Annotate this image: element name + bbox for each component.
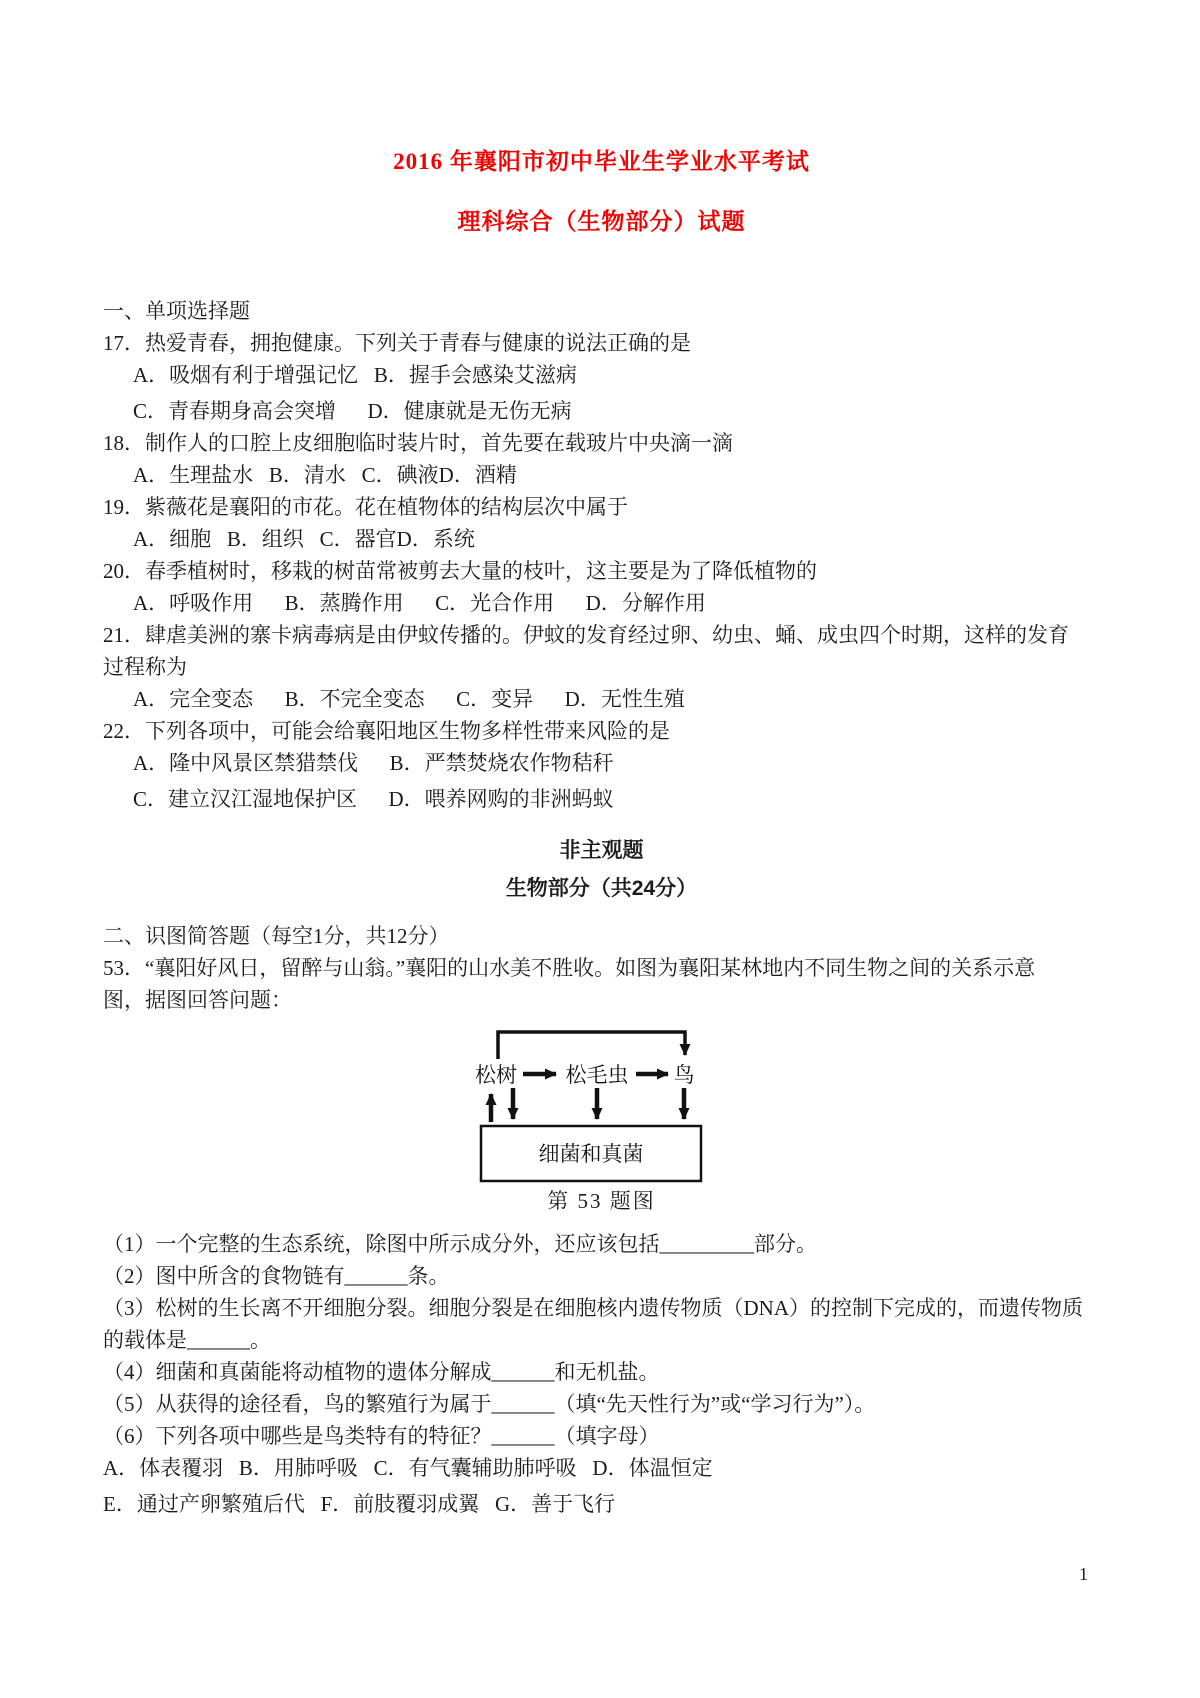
- subquestion-6-options-eg: E．通过产卵繁殖后代 F．前肢覆羽成翼 G．善于飞行: [103, 1492, 616, 1516]
- section-heading-choice: 一、单项选择题: [103, 299, 250, 323]
- section-heading-diagram: 二、识图简答题（每空1分，共12分）: [103, 924, 450, 948]
- subquestion-4: （4）细菌和真菌能将动植物的遗体分解成______和无机盐。: [103, 1360, 660, 1384]
- question-17-stem: 17．热爱青春，拥抱健康。下列关于青春与健康的说法正确的是: [103, 331, 691, 355]
- question-53-stem-line1: 53．“襄阳好风日，留醉与山翁。”襄阳的山水美不胜收。如图为襄阳某林地内不同生物之间的关系示意: [103, 956, 1036, 980]
- heading-nonsubjective: 非主观题: [559, 839, 644, 862]
- question-20-options: A．呼吸作用 B．蒸腾作用 C．光合作用 D．分解作用: [133, 591, 706, 615]
- heading-biology-part: 生物部分（共24分）: [505, 877, 698, 900]
- diagram-node-bird: 鸟: [673, 1063, 694, 1087]
- question-21-stem-line2: 过程称为: [103, 655, 187, 679]
- subquestion-5: （5）从获得的途径看，鸟的繁殖行为属于______（填“先天性行为”或“学习行为”）。: [103, 1392, 876, 1416]
- question-18-stem: 18．制作人的口腔上皮细胞临时装片时，首先要在载玻片中央滴一滴: [103, 431, 733, 455]
- question-53-stem-line2: 图，据图回答问题：: [103, 988, 292, 1012]
- question-17-options-cd: C．青春期身高会突增 D．健康就是无伤无病: [133, 399, 572, 423]
- question-22-options-cd: C．建立汉江湿地保护区 D．喂养网购的非洲蚂蚁: [133, 787, 614, 811]
- subquestion-6: （6）下列各项中哪些是鸟类特有的特征？______（填字母）: [103, 1424, 660, 1448]
- subquestion-6-options-ad: A．体表覆羽 B．用肺呼吸 C．有气囊辅助肺呼吸 D．体温恒定: [103, 1456, 713, 1480]
- diagram-node-pine: 松树: [474, 1063, 517, 1087]
- subquestion-1: （1）一个完整的生态系统，除图中所示成分外，还应该包括_________部分。: [103, 1232, 817, 1256]
- diagram-node-moth: 松毛虫: [565, 1063, 628, 1087]
- question-21-options: A．完全变态 B．不完全变态 C．变异 D．无性生殖: [133, 687, 685, 711]
- question-17-options-ab: A．吸烟有利于增强记忆 B．握手会感染艾滋病: [133, 363, 577, 387]
- question-20-stem: 20．春季植树时，移栽的树苗常被剪去大量的枝叶，这主要是为了降低植物的: [103, 559, 817, 583]
- exam-title: 2016 年襄阳市初中毕业生学业水平考试: [393, 149, 810, 174]
- question-22-stem: 22．下列各项中，可能会给襄阳地区生物多样性带来风险的是: [103, 719, 670, 743]
- diagram-decomposer-label: 细菌和真菌: [538, 1142, 643, 1166]
- question-21-stem-line1: 21．肆虐美洲的寨卡病毒病是由伊蚊传播的。伊蚊的发育经过卵、幼虫、蛹、成虫四个时期，这样的发育: [103, 623, 1069, 647]
- exam-subtitle: 理科综合（生物部分）试题: [457, 209, 746, 234]
- arrow-pine-to-bird-bracket: [498, 1032, 685, 1059]
- subquestion-2: （2）图中所含的食物链有______条。: [103, 1264, 450, 1288]
- question-53-figure: [452, 1021, 752, 1216]
- food-web-diagram: [452, 1021, 752, 1186]
- subquestion-3-line2: 的载体是______。: [103, 1328, 271, 1352]
- question-22-options-ab: A．隆中风景区禁猎禁伐 B．严禁焚烧农作物秸秆: [133, 751, 614, 775]
- question-19-options: A．细胞 B．组织 C．器官D．系统: [133, 527, 475, 551]
- page-number: 1: [1079, 1564, 1088, 1584]
- question-18-options: A．生理盐水 B．清水 C．碘液D．酒精: [133, 463, 517, 487]
- subquestion-3-line1: （3）松树的生长离不开细胞分裂。细胞分裂是在细胞核内遗传物质（DNA）的控制下完成的，而遗传物质: [103, 1296, 1083, 1320]
- figure-caption: 第 53 题图: [547, 1189, 656, 1213]
- question-53-subquestions: [103, 1228, 1100, 1520]
- question-19-stem: 19．紫薇花是襄阳的市花。花在植物体的结构层次中属于: [103, 495, 628, 519]
